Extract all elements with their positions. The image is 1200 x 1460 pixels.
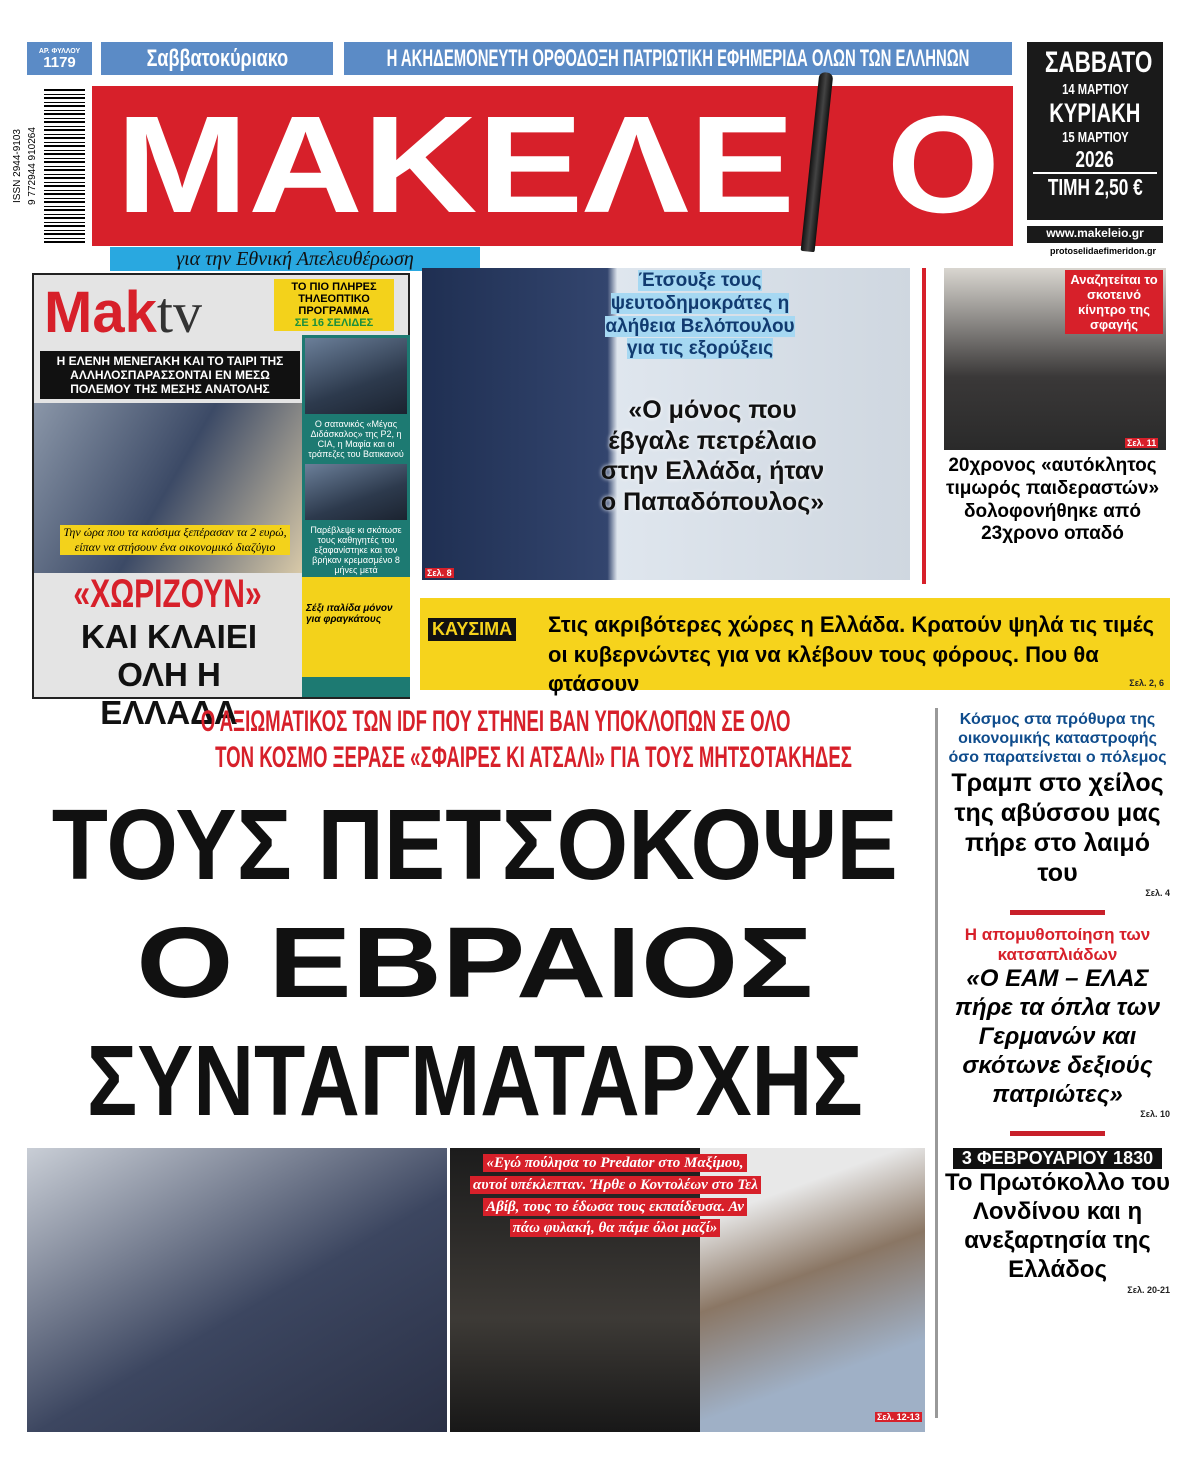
maktv-subline: Την ώρα που τα καύσιμα ξεπέρασαν τα 2 ευρώ, είπαν να στήσουν ένα οικονομικό διαζύγιο (60, 525, 290, 555)
politicians-photo (27, 1148, 447, 1432)
maktv-headline-black: ΚΑΙ ΚΛΑΙΕΙ ΟΛΗ Η ΕΛΛΑΔΑ (80, 618, 258, 731)
watermark: protoselidaefimeridon.gr (1050, 246, 1157, 256)
sidebar-item-2-kicker: Η απομυθοποίηση των κατσαπλιάδων (964, 924, 1151, 964)
main-headline (0, 786, 950, 1140)
edition-label (101, 42, 333, 75)
price: ΤΙΜΗ 2,50 € (1047, 174, 1143, 201)
center-page: Σελ. 8 (427, 568, 452, 578)
headline-line-2: Ο ΕΒΡΑΙΟΣ (136, 907, 814, 1019)
fuel-banner[interactable] (420, 598, 1170, 697)
sidebar-rule (935, 708, 938, 1418)
slogan-text: Η ΑΚΗΔΕΜΟΝΕΥΤΗ ΟΡΘΟΔΟΞΗ ΠΑΤΡΙΩΤΙΚΗ ΕΦΗΜΕΡΙΔΑ ΟΛΩΝ ΤΩΝ ΕΛΛΗΝΩΝ (386, 44, 970, 72)
tagline-text: για την Εθνική Απελευθέρωση (176, 248, 414, 270)
issue-number: 1179 (43, 53, 76, 71)
main-page: Σελ. 12-13 (877, 1412, 920, 1422)
edition-text: Σαββατοκύριακο (146, 44, 288, 72)
day-saturday: ΣΑΒΒΑΤΟ (1044, 46, 1153, 79)
masthead (92, 86, 1013, 246)
right-label: Αναζητείται το σκοτεινό κίνητρο της σφαγής (1065, 270, 1163, 334)
maktv-side1: Ο σατανικός «Μέγας Διδάσκαλος» της P2, η CIA, η Μαφία και οι τράπεζες του Βατικανού (308, 419, 404, 459)
sidebar-photo-2 (305, 464, 407, 520)
website-link[interactable] (1027, 226, 1163, 243)
headline-line-1: ΤΟΥΣ ΠΕΤΣΟΚΟΨΕ (51, 789, 899, 901)
masthead-title-left: ΜΑΚΕΛΕ (116, 88, 795, 242)
main-kicker: Ο ΑΞΙΩΜΑΤΙΚΟΣ ΤΩΝ IDF ΠΟΥ ΣΤΗΝΕΙ ΒΑΝ ΥΠΟΚΛΟΠΩΝ ΣΕ ΟΛΟ ΤΟΝ ΚΟΣΜΟ ΞΕΡΑΣΕ «ΣΦΑΙΡΕΣ ΚΙ ΑΤΣΑΛΙ» ΓΙΑ ΤΟΥΣ ΜΗΤΣΟΤΑΚΗΔΕΣ (200, 705, 852, 774)
maktv-kicker: Η ΕΛΕΝΗ ΜΕΝΕΓΑΚΗ ΚΑΙ ΤΟ ΤΑΙΡΙ ΤΗΣ ΑΛΛΗΛΟΣΠΑΡΑΣΣΟΝΤΑΙ ΕΝ ΜΕΣΩ ΠΟΛΕΜΟΥ ΤΗΣ ΜΕΣΗΣ ΑΝΑΤΟΛΗΣ (40, 351, 300, 399)
sidebar-item-1[interactable]: Κόσμος στα πρόθυρα της οικονομικής καταστροφής όσο παρατείνεται ο πόλεμος Τραμπ στο χείλος της αβύσσου μας πήρε στο λαιμό του Σελ. 4 Η απομυθοποίηση των κατσαπλιάδων «Ο ΕΑΜ – ΕΛΑΣ πήρε τα όπλα των Γερμανών και σκότωνε δεξιούς πατριώτες» Σελ. 10 3 ΦΕΒΡΟΥΑΡΙΟΥ 1830 Το Πρωτόκολλο του Λονδίνου και η ανεξαρτησία της Ελλάδος Σελ. 20-21 (945, 711, 1171, 1295)
issue-label: ΑΡ. ΦΥΛΛΟΥ (38, 47, 81, 55)
date-saturday: 14 ΜΑΡΤΙΟΥ (1061, 80, 1129, 98)
maktv-inset[interactable] (32, 273, 410, 731)
fuel-text: Στις ακριβότερες χώρες η Ελλάδα. Κρατούν ψηλά τις τιμές οι κυβερνώντες για να κλέβουν τους φόρους. Που θα φτάσουν (548, 612, 1155, 697)
sidebar-item-2-headline: «Ο ΕΑΜ – ΕΛΑΣ πήρε τα όπλα των Γερμανών και σκότωνε δεξιούς πατριώτες» (954, 965, 1161, 1108)
fuel-page: Σελ. 2, 6 (1129, 678, 1164, 688)
headline-line-3: ΣΥΝΤΑΓΜΑΤΑΡΧΗΣ (87, 1025, 863, 1137)
year: 2026 (1075, 146, 1115, 173)
maktv-logo: Maktv (44, 280, 202, 345)
right-headline: 20χρονος «αυτόκλητος τιμωρός παιδεραστών» δολοφονήθηκε από 23χρονο οπαδό (945, 455, 1160, 545)
main-quote: «Εγώ πούλησα το Predator στο Μαξίμου, αυτοί υπέκλεπταν. Ήρθε ο Κοντολέων στο Τελ Αβίβ, τους το έδωσα τους εκπαίδευσα. Αν πάω φυλακή, θα πάμε όλοι μαζί» (470, 1153, 760, 1240)
issn: ISSN 2944-9103 (12, 129, 23, 203)
sidebar-item-3-headline: Το Πρωτόκολλο του Λονδίνου και η ανεξαρτησία της Ελλάδος (945, 1169, 1171, 1283)
barcode-number: 9 772944 910264 (27, 127, 38, 205)
maktv-side3: Σέξι ιταλίδα μόνον για φραγκάτους (302, 577, 410, 677)
maktv-sidebar (302, 335, 410, 697)
sidebar-item-3-kicker: 3 ΦΕΒΡΟΥΑΡΙΟΥ 1830 (953, 1148, 1162, 1169)
sidebar-photo-1 (305, 338, 407, 414)
maktv-headline-red: «ΧΩΡΙΖΟΥΝ» (73, 572, 263, 616)
maktv-side2: Παρέβλεψε κι σκότωσε τους καθηγητές του εξαφανίστηκε και τον βρήκαν κρεμασμένο 8 μήνες μετά (310, 525, 402, 575)
masthead-title-right: Ο (887, 88, 1000, 242)
red-rule (922, 268, 926, 584)
issue-number-box (27, 42, 92, 75)
fuel-label: ΚΑΥΣΙΜΑ (428, 618, 516, 641)
barcode (44, 88, 85, 243)
date-box (1027, 42, 1163, 220)
website-text[interactable]: www.makeleio.gr (1046, 226, 1144, 240)
date-sunday: 15 ΜΑΡΤΙΟΥ (1061, 128, 1129, 146)
maktv-promo: ΤΟ ΠΙΟ ΠΛΗΡΕΣ ΤΗΛΕΟΠΤΙΚΟ ΠΡΟΓΡΑΜΜΑ ΣΕ 16 ΣΕΛΙΔΕΣ (274, 279, 394, 331)
center-kicker: Έτσουξε τους ψευτοδημοκράτες η αλήθεια Βελόπουλου για τις εξορύξεις (605, 270, 795, 360)
center-quote: «Ο μόνος που έβγαλε πετρέλαιο στην Ελλάδα, ήταν ο Παπαδόπουλος» (600, 396, 825, 516)
slogan-banner (344, 42, 1012, 75)
day-sunday: ΚΥΡΙΑΚΗ (1049, 97, 1141, 128)
right-page: Σελ. 11 (1127, 438, 1157, 448)
